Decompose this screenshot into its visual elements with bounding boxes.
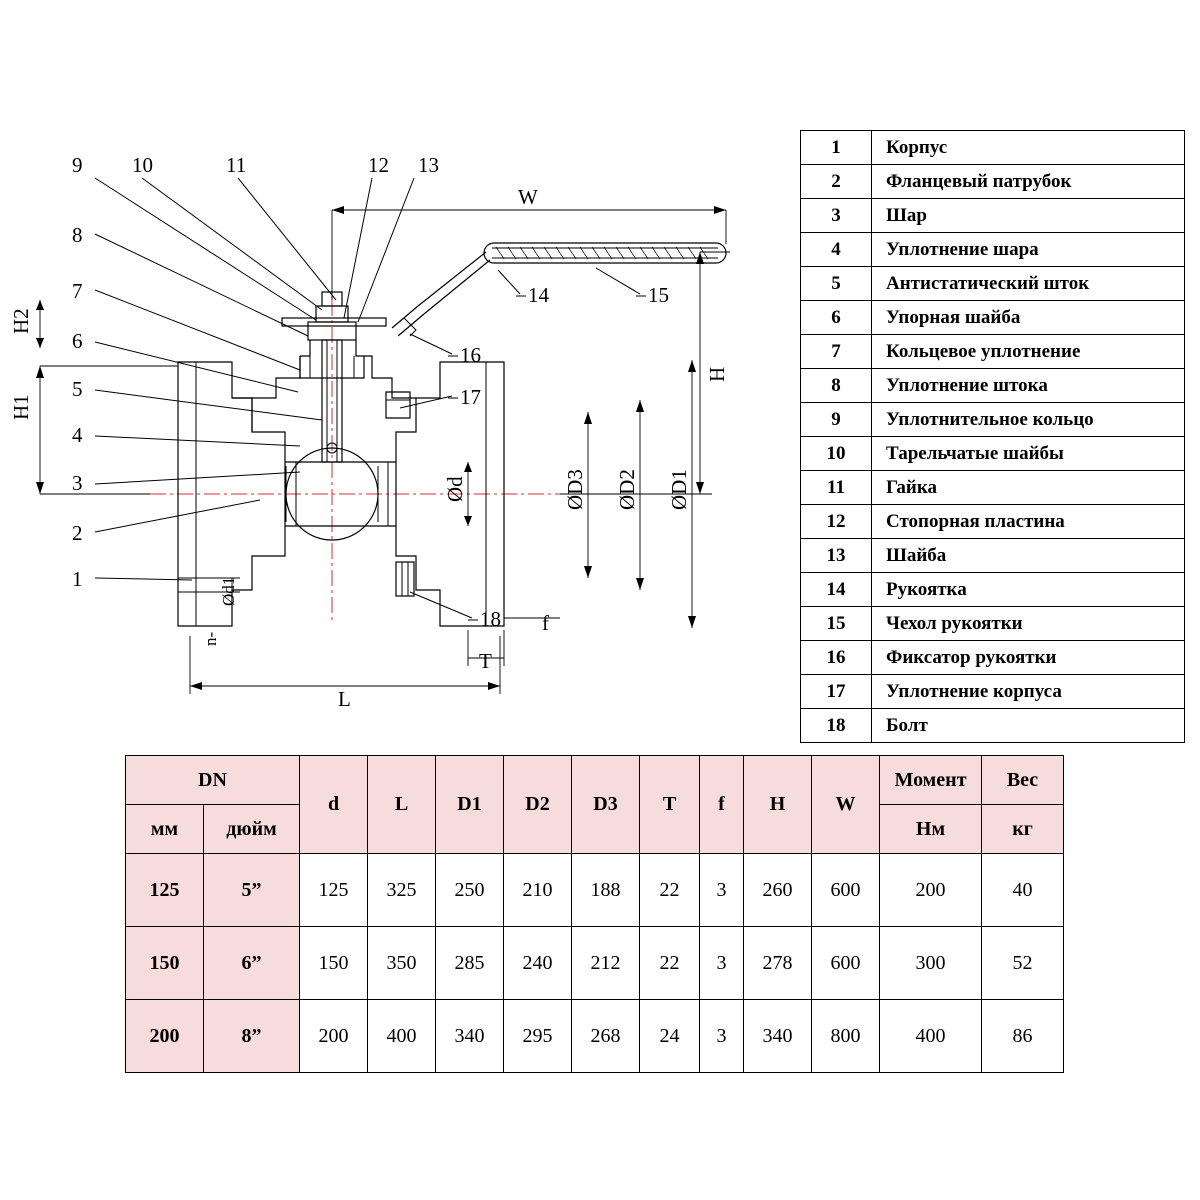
- table-row: [801, 709, 1185, 743]
- cell-f: 3: [700, 1000, 744, 1073]
- cell-W: 600: [812, 854, 880, 927]
- table-row: [801, 471, 1185, 505]
- part-number: 16: [801, 641, 872, 675]
- part-label: Уплотнение корпуса: [872, 675, 1185, 709]
- specification-table: [125, 755, 1064, 1073]
- table-row: [801, 539, 1185, 573]
- callout-1: 1: [72, 567, 83, 591]
- callout-15: 15: [648, 283, 669, 307]
- header-moment-unit: Нм: [880, 805, 982, 854]
- header-H: H: [744, 756, 812, 854]
- header-dn: DN: [126, 756, 300, 805]
- cell-T: 24: [640, 1000, 700, 1073]
- cell-D3: 268: [572, 1000, 640, 1073]
- part-label: Фиксатор рукоятки: [872, 641, 1185, 675]
- cell-D2: 210: [504, 854, 572, 927]
- cell-d: 125: [300, 854, 368, 927]
- callout-8: 8: [72, 223, 83, 247]
- cell-dn-mm: 200: [126, 1000, 204, 1073]
- part-label: Шар: [872, 199, 1185, 233]
- table-row: [801, 165, 1185, 199]
- dimension-lines: [36, 206, 730, 694]
- table-row: [801, 505, 1185, 539]
- callout-6: 6: [72, 329, 83, 353]
- part-label: Корпус: [872, 131, 1185, 165]
- dim-D3: ØD3: [563, 469, 587, 510]
- callout-2: 2: [72, 521, 83, 545]
- part-number: 3: [801, 199, 872, 233]
- cell-weight: 40: [982, 854, 1064, 927]
- table-row: [801, 403, 1185, 437]
- part-label: Упорная шайба: [872, 301, 1185, 335]
- valve-technical-drawing: [0, 0, 790, 740]
- part-number: 15: [801, 607, 872, 641]
- dim-W: W: [518, 185, 538, 209]
- cell-D3: 212: [572, 927, 640, 1000]
- cell-D3: 188: [572, 854, 640, 927]
- part-number: 8: [801, 369, 872, 403]
- table-row: [126, 1000, 1064, 1073]
- cell-moment: 400: [880, 1000, 982, 1073]
- dim-d1: Ød1: [219, 576, 238, 606]
- part-number: 9: [801, 403, 872, 437]
- part-number: 7: [801, 335, 872, 369]
- table-row: [801, 369, 1185, 403]
- header-dn-inch: дюйм: [204, 805, 300, 854]
- cell-f: 3: [700, 854, 744, 927]
- header-D1: D1: [436, 756, 504, 854]
- valve-body-outline: [178, 243, 726, 626]
- part-number: 2: [801, 165, 872, 199]
- cell-D1: 250: [436, 854, 504, 927]
- part-label: Фланцевый патрубок: [872, 165, 1185, 199]
- table-row: [126, 854, 1064, 927]
- part-number: 5: [801, 267, 872, 301]
- cell-H: 260: [744, 854, 812, 927]
- cell-dn-mm: 125: [126, 854, 204, 927]
- callout-17: 17: [460, 385, 481, 409]
- table-row: [801, 233, 1185, 267]
- cell-T: 22: [640, 854, 700, 927]
- callout-5: 5: [72, 377, 83, 401]
- part-label: Кольцевое уплотнение: [872, 335, 1185, 369]
- cell-D1: 285: [436, 927, 504, 1000]
- callout-12: 12: [368, 153, 389, 177]
- drawing-svg: [0, 0, 790, 740]
- cell-H: 340: [744, 1000, 812, 1073]
- part-number: 10: [801, 437, 872, 471]
- callout-labels: [72, 153, 669, 631]
- part-number: 13: [801, 539, 872, 573]
- parts-legend: [800, 130, 1185, 743]
- table-row: [801, 641, 1185, 675]
- part-label: Гайка: [872, 471, 1185, 505]
- table-row: [801, 199, 1185, 233]
- callout-16: 16: [460, 343, 481, 367]
- cell-L: 325: [368, 854, 436, 927]
- part-number: 14: [801, 573, 872, 607]
- callout-11: 11: [226, 153, 247, 177]
- table-row: [801, 607, 1185, 641]
- dim-n: n-: [201, 631, 220, 646]
- cell-weight: 52: [982, 927, 1064, 1000]
- parts-legend-table: [800, 130, 1185, 743]
- cell-D2: 240: [504, 927, 572, 1000]
- header-dn-mm: мм: [126, 805, 204, 854]
- part-label: Стопорная пластина: [872, 505, 1185, 539]
- dim-H: H: [705, 366, 729, 382]
- part-label: Болт: [872, 709, 1185, 743]
- part-number: 12: [801, 505, 872, 539]
- cell-d: 200: [300, 1000, 368, 1073]
- part-number: 6: [801, 301, 872, 335]
- cell-f: 3: [700, 927, 744, 1000]
- dim-H2: H2: [9, 308, 33, 334]
- part-number: 17: [801, 675, 872, 709]
- cell-W: 800: [812, 1000, 880, 1073]
- dim-D2: ØD2: [615, 469, 639, 510]
- cell-D2: 295: [504, 1000, 572, 1073]
- dim-L: L: [338, 687, 351, 711]
- header-weight: Вес: [982, 756, 1064, 805]
- cell-dn-inch: 8”: [204, 1000, 300, 1073]
- cell-d: 150: [300, 927, 368, 1000]
- table-row: [801, 437, 1185, 471]
- dim-f: f: [542, 611, 549, 635]
- table-row: [801, 301, 1185, 335]
- part-label: Чехол рукоятки: [872, 607, 1185, 641]
- dim-H1: H1: [9, 394, 33, 420]
- part-number: 4: [801, 233, 872, 267]
- header-moment: Момент: [880, 756, 982, 805]
- callout-leader-lines: [95, 178, 640, 618]
- table-row: [801, 131, 1185, 165]
- table-row: [801, 573, 1185, 607]
- header-D2: D2: [504, 756, 572, 854]
- specification-table-wrapper: [125, 755, 1070, 1073]
- part-label: Уплотнительное кольцо: [872, 403, 1185, 437]
- table-row: [126, 927, 1064, 1000]
- cell-L: 350: [368, 927, 436, 1000]
- header-W: W: [812, 756, 880, 854]
- cell-dn-inch: 6”: [204, 927, 300, 1000]
- part-label: Шайба: [872, 539, 1185, 573]
- callout-10: 10: [132, 153, 153, 177]
- header-d: d: [300, 756, 368, 854]
- part-label: Тарельчатые шайбы: [872, 437, 1185, 471]
- header-f: f: [700, 756, 744, 854]
- header-D3: D3: [572, 756, 640, 854]
- callout-13: 13: [418, 153, 439, 177]
- part-number: 18: [801, 709, 872, 743]
- callout-14: 14: [528, 283, 549, 307]
- cell-moment: 200: [880, 854, 982, 927]
- dim-d: Ød: [443, 476, 467, 502]
- cell-W: 600: [812, 927, 880, 1000]
- cell-dn-mm: 150: [126, 927, 204, 1000]
- header-weight-unit: кг: [982, 805, 1064, 854]
- part-number: 11: [801, 471, 872, 505]
- cell-dn-inch: 5”: [204, 854, 300, 927]
- table-row: [801, 675, 1185, 709]
- callout-7: 7: [72, 279, 83, 303]
- dim-D1: ØD1: [667, 469, 691, 510]
- header-T: T: [640, 756, 700, 854]
- spec-header-row-1: [126, 756, 1064, 805]
- part-label: Рукоятка: [872, 573, 1185, 607]
- cell-D1: 340: [436, 1000, 504, 1073]
- dim-T: T: [479, 649, 492, 673]
- cell-moment: 300: [880, 927, 982, 1000]
- part-label: Антистатический шток: [872, 267, 1185, 301]
- cell-L: 400: [368, 1000, 436, 1073]
- callout-4: 4: [72, 423, 83, 447]
- part-label: Уплотнение штока: [872, 369, 1185, 403]
- table-row: [801, 267, 1185, 301]
- cell-weight: 86: [982, 1000, 1064, 1073]
- cell-H: 278: [744, 927, 812, 1000]
- part-number: 1: [801, 131, 872, 165]
- part-label: Уплотнение шара: [872, 233, 1185, 267]
- dimension-labels: [9, 185, 729, 711]
- header-L: L: [368, 756, 436, 854]
- table-row: [801, 335, 1185, 369]
- callout-9: 9: [72, 153, 83, 177]
- callout-18: 18: [480, 607, 501, 631]
- callout-3: 3: [72, 471, 83, 495]
- cell-T: 22: [640, 927, 700, 1000]
